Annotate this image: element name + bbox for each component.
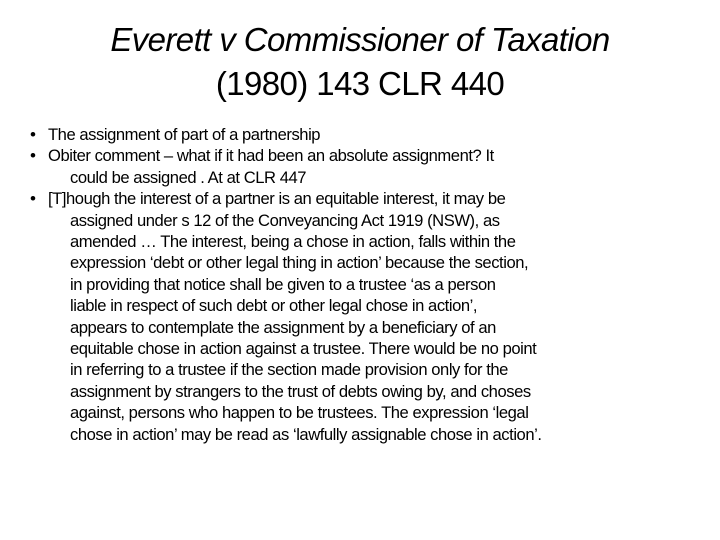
bullet-text-line: The assignment of part of a partnership [48, 125, 321, 144]
bullet-text-line: in providing that notice shall be given to a trustee ‘as a person [70, 274, 496, 294]
case-name: Everett v Commissioner of Taxation [110, 21, 610, 58]
bullet-text-line: amended … The interest, being a chose in action, falls within the [70, 232, 516, 252]
bullet-text-line: could be assigned . At at CLR 447 [70, 167, 307, 187]
bullet-text-line: equitable chose in action against a trustee. There would be no point [70, 339, 537, 359]
case-citation: (1980) 143 CLR 440 [215, 65, 505, 102]
bullet-icon: • [30, 146, 36, 166]
bullet-item [0, 145, 720, 188]
bullet-icon: • [30, 189, 36, 209]
bullet-text-line: against, persons who happen to be trustees. The expression ‘legal [70, 403, 529, 423]
bullet-text-line: in referring to a trustee if the section made provision only for the [70, 360, 508, 380]
bullet-text-line: expression ‘debt or other legal thing in action’ because the section, [70, 253, 529, 273]
bullet-text-line: Obiter comment – what if it had been an absolute assignment? It [48, 146, 494, 166]
slide-title [0, 18, 720, 106]
bullet-text-line: assignment by strangers to the trust of debts owing by, and choses [70, 381, 531, 401]
bullet-icon: • [30, 125, 36, 144]
bullet-text-line: [T]hough the interest of a partner is an equitable interest, it may be [48, 189, 506, 209]
bullet-text-line: assigned under s 12 of the Conveyancing Act 1919 (NSW), as [70, 210, 500, 230]
bullet-text-line: chose in action’ may be read as ‘lawfully assignable chose in action’. [70, 424, 542, 444]
bullet-item [0, 124, 720, 145]
bullet-list [0, 124, 720, 445]
bullet-item [0, 188, 720, 445]
bullet-text-line: appears to contemplate the assignment by a beneficiary of an [70, 317, 496, 337]
bullet-text-line: liable in respect of such debt or other legal chose in action’, [70, 296, 478, 316]
